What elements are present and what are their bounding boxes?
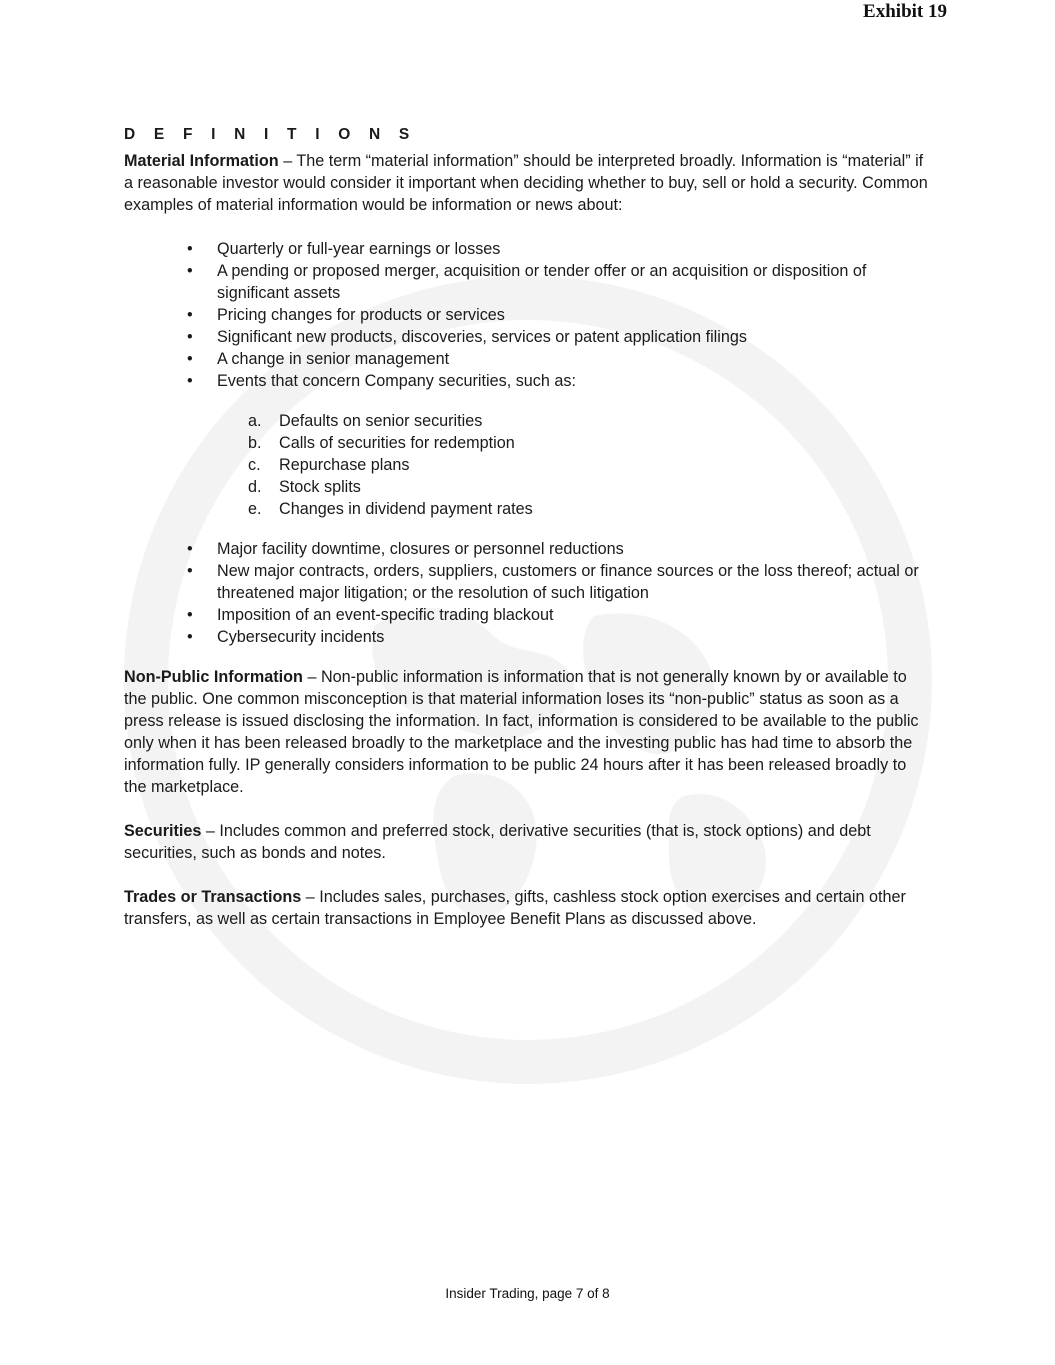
trades-text: – Includes sales, purchases, gifts, cashless stock option exercises and certain other transfers, as well as certain transactions in Employee Benefit Plans as discussed above. — [124, 888, 906, 928]
non-public-information-term: Non-Public Information — [124, 668, 303, 686]
list-item: • Cybersecurity incidents — [217, 626, 932, 648]
list-item: • Pricing changes for products or services — [217, 304, 932, 326]
material-information-term: Material Information — [124, 152, 279, 170]
list-item: • Quarterly or full-year earnings or losses — [217, 238, 932, 260]
sublist-text: Calls of securities for redemption — [279, 434, 515, 452]
trades-paragraph — [124, 886, 932, 930]
securities-events-sublist — [124, 410, 932, 520]
non-public-information-paragraph — [124, 666, 932, 798]
securities-text: – Includes common and preferred stock, derivative securities (that is, stock options) and debt securities, such as bonds and notes. — [124, 822, 871, 862]
sublist-letter: b. — [248, 434, 262, 452]
list-item: • Imposition of an event-specific trading blackout — [217, 604, 932, 626]
sublist-letter: e. — [248, 500, 262, 518]
sublist-letter: d. — [248, 478, 262, 496]
exhibit-label: Exhibit 19 — [863, 1, 947, 22]
list-item: • Major facility downtime, closures or personnel reductions — [217, 538, 932, 560]
securities-term: Securities — [124, 822, 202, 840]
document-body — [124, 124, 932, 930]
sublist-item — [248, 410, 932, 432]
sublist-text: Stock splits — [279, 478, 361, 496]
material-information-paragraph — [124, 150, 932, 216]
sublist-text: Repurchase plans — [279, 456, 410, 474]
list-item: • Events that concern Company securities, such as: — [217, 370, 932, 392]
definitions-heading: D E F I N I T I O N S — [124, 126, 417, 143]
sublist-item — [248, 498, 932, 520]
sublist-item — [248, 432, 932, 454]
material-examples-list — [124, 238, 932, 392]
list-item: • A change in senior management — [217, 348, 932, 370]
sublist-letter: a. — [248, 412, 262, 430]
sublist-letter: c. — [248, 456, 261, 474]
list-item: • Significant new products, discoveries, services or patent application filings — [217, 326, 932, 348]
sublist-text: Defaults on senior securities — [279, 412, 483, 430]
non-public-information-text: – Non-public information is information that is not generally known by or available to the public. One common misconception is that material information loses its “non-public” status as soon as a press release is issued disclosing the information. In fact, information is considered to be available to the public only when it has been released broadly to the marketplace and the investing public has had time to absorb the information fully. IP generally considers information to be public 24 hours after it has been released broadly to the marketplace. — [124, 668, 919, 796]
trades-term: Trades or Transactions — [124, 888, 302, 906]
list-item: • New major contracts, orders, suppliers, customers or finance sources or the loss thereof; actual or threatened major litigation; or the resolution of such litigation — [217, 560, 932, 604]
sublist-text: Changes in dividend payment rates — [279, 500, 533, 518]
sublist-item — [248, 454, 932, 476]
page-footer: Insider Trading, page 7 of 8 — [445, 1286, 610, 1301]
material-examples-list-continued — [124, 538, 932, 648]
sublist-item — [248, 476, 932, 498]
list-item: • A pending or proposed merger, acquisition or tender offer or an acquisition or disposition of significant assets — [217, 260, 932, 304]
securities-paragraph — [124, 820, 932, 864]
material-information-text: – The term “material information” should be interpreted broadly. Information is “material” if a reasonable investor would consider it important when deciding whether to buy, sell or hold a security. Common examples of material information would be information or news about: — [124, 152, 928, 214]
